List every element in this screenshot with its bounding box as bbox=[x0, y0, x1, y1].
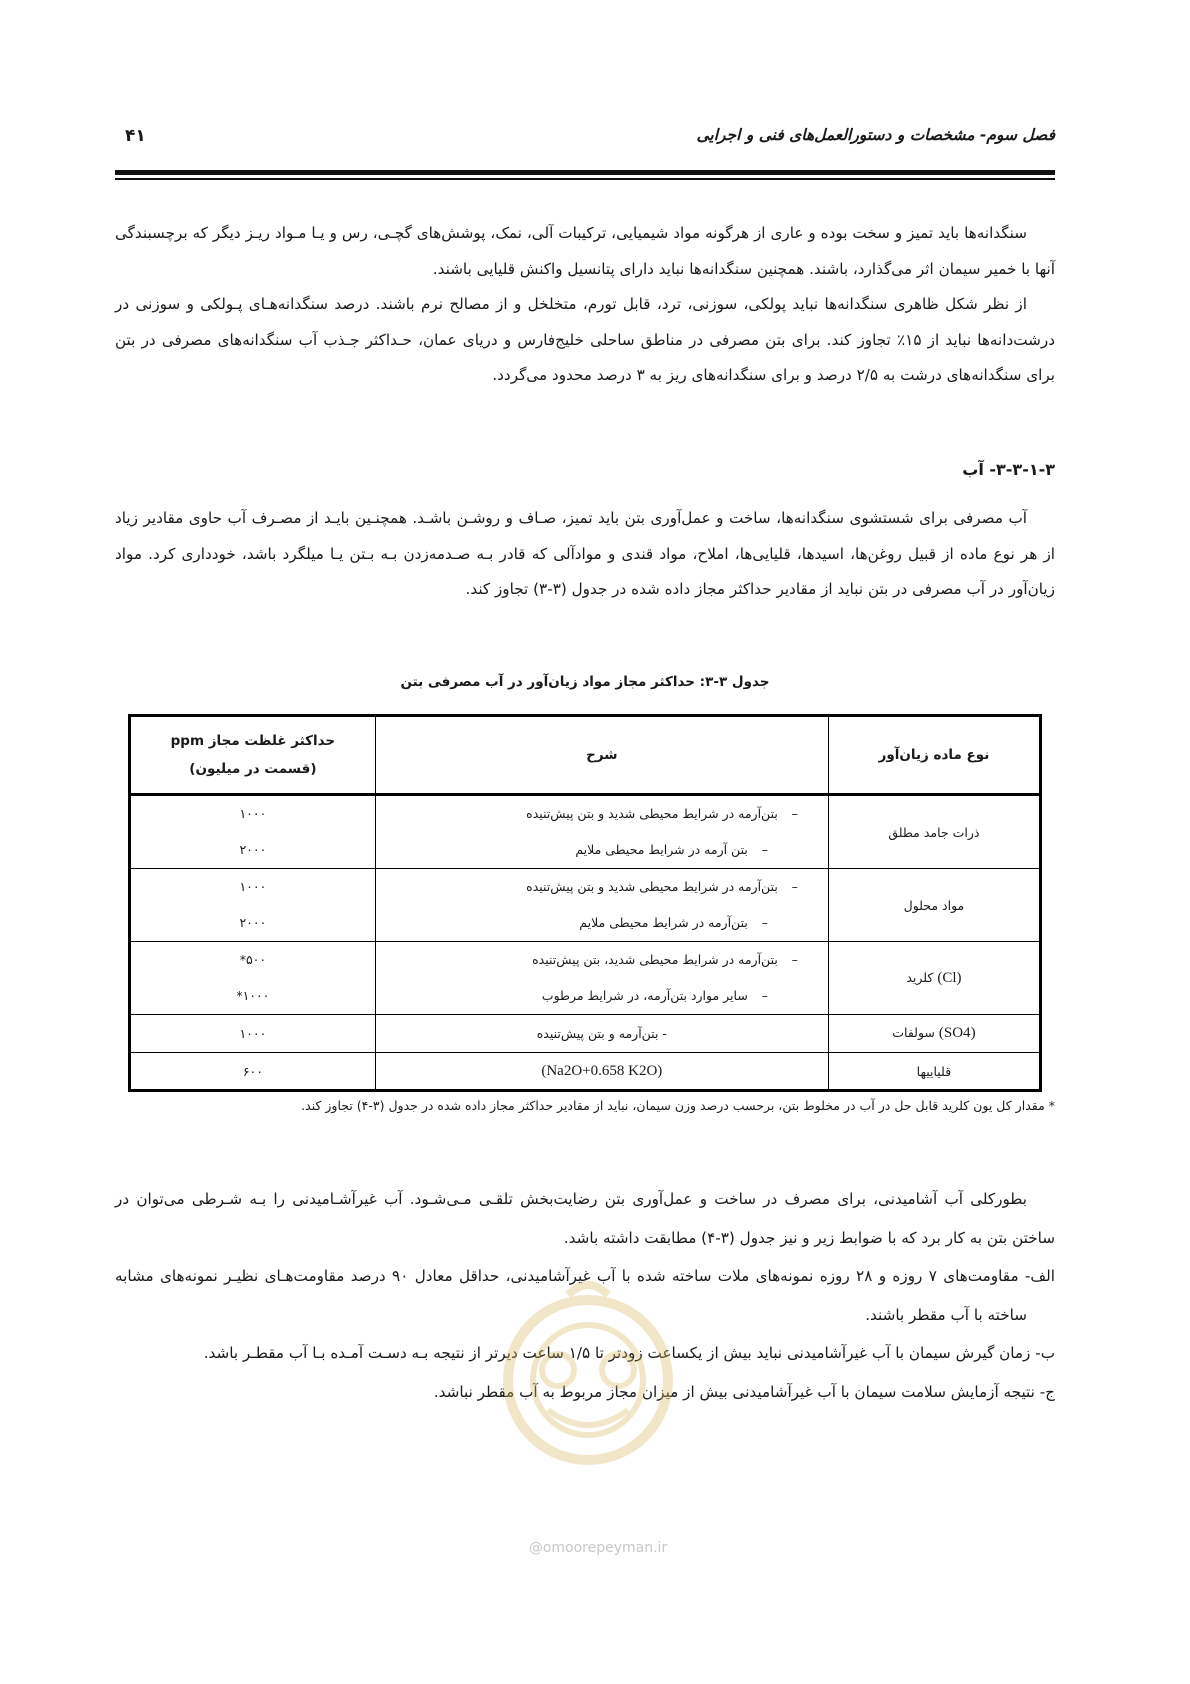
table-footnote: * مقدار کل یون کلرید قابل حل در آب در مخلوط بتن، برحسب درصد وزن سیمان، نباید از مقادیر حداکثر مجاز داده شده در جدول (۳-۴) تجاوز کند. bbox=[301, 1098, 1055, 1113]
chloride-label: کلرید bbox=[906, 969, 934, 985]
header-ppm bbox=[130, 716, 376, 795]
table-caption: جدول ۳-۳: حداکثر مجاز مواد زیان‌آور در آب مصرفی بتن bbox=[400, 674, 770, 690]
paragraph-water bbox=[115, 501, 1055, 608]
header-ppm-line1: حداکثر غلظت مجاز ppm bbox=[170, 733, 336, 749]
ppm-value: ۵۰۰* bbox=[239, 952, 267, 967]
header-description: شرح bbox=[375, 716, 828, 795]
header-ppm-line2: (قسمت در میلیون) bbox=[189, 761, 317, 777]
section-heading: ۳-۳-۱-۳- آب bbox=[962, 460, 1055, 479]
chapter-title: فصل سوم- مشخصات و دستورالعمل‌های فنی و اجرایی bbox=[696, 126, 1055, 144]
table-row bbox=[130, 1053, 1041, 1091]
item-text: زمان گیرش سیمان با آب غیرآشامیدنی نباید بیش از یکساعت زودتر تا ۱/۵ ساعت دیرتر از نتیجه بـه دسـت آمـده بـا آب مقطـر باشد. bbox=[203, 1344, 1036, 1362]
ppm-value: ۱۰۰۰ bbox=[239, 879, 267, 894]
item-text: مقاومت‌های ۷ روزه و ۲۸ روزه نمونه‌های ملات ساخته شده با آب غیرآشامیدنی، حداقل معادل ۹۰ درصد مقاومت‌هـای نظیـر نمونه‌های مشابه ساخته با آب مقطر باشند. bbox=[115, 1267, 1027, 1324]
table-header-row bbox=[130, 716, 1041, 795]
sulfate-formula: (SO4) bbox=[938, 1025, 976, 1041]
ppm-value: ۲۰۰۰ bbox=[239, 842, 267, 857]
cell-type: قلیاییها bbox=[828, 1053, 1040, 1091]
page-header bbox=[115, 126, 1055, 152]
ppm-value: ۲۰۰۰ bbox=[239, 915, 267, 930]
item-label: الف- bbox=[1024, 1267, 1055, 1285]
table-row bbox=[130, 1015, 1041, 1053]
header-type: نوع ماده زیان‌آور bbox=[828, 716, 1040, 795]
item-label: ج- bbox=[1039, 1382, 1055, 1401]
cell-description: (Na2O+0.658 K2O) bbox=[375, 1053, 828, 1091]
cell-ppm bbox=[130, 795, 376, 869]
item-label: ب- bbox=[1035, 1344, 1055, 1362]
sulfate-label: سولفات bbox=[892, 1025, 935, 1040]
paragraph-aggregates bbox=[115, 216, 1055, 394]
item-text: نتیجه آزمایش سلامت سیمان با آب غیرآشامیدنی بیش از میزان مجاز مربوط به آب مقطر نباشد. bbox=[433, 1382, 1040, 1401]
paragraph: آب مصرفی برای شستشوی سنگدانه‌ها، ساخت و عمل‌آوری بتن باید تمیز، صـاف و روشـن باشـد. همچنـین بایـد از مصـرف آب حاوی مقادیر زیاد از هر نوع ماده از قبیل روغن‌ها، اسیدها، قلیایی‌ها، املاح، مواد قندی و موادآلی که قادر بـه صـدمه‌زدن بـه بـتن یـا میلگرد باشد، خودداری کرد. مواد زیان‌آور در آب مصرفی در بتن نباید از مقادیر حداکثر مجاز داده شده در جدول (۳-۳) تجاوز کند. bbox=[115, 509, 1055, 598]
paragraph: بطورکلی آب آشامیدنی، برای مصرف در ساخت و عمل‌آوری بتن رضایت‌بخش تلقـی مـی‌شـود. آب غیرآشـامیدنی را بـه شـرطی می‌توان در ساختن بتن به کار برد که با ضوابط زیر و نیز جدول (۳-۴) مطابقت داشته باشد. bbox=[115, 1190, 1055, 1247]
cell-ppm: ۶۰۰ bbox=[130, 1053, 376, 1091]
header-rule-thick bbox=[115, 170, 1055, 175]
desc-line: بتن‌آرمه در شرایط محیطی شدید و بتن پیش‌تنیده bbox=[526, 879, 778, 894]
cell-type: ذرات جامد مطلق bbox=[828, 795, 1040, 869]
cell-ppm bbox=[130, 869, 376, 942]
table-row bbox=[130, 795, 1041, 869]
cell-ppm bbox=[130, 942, 376, 1015]
ppm-value: ۱۰۰۰ bbox=[239, 806, 267, 821]
table-row bbox=[130, 869, 1041, 942]
watermark-logo bbox=[488, 1270, 688, 1480]
desc-line: بتن آرمه در شرایط محیطی ملایم bbox=[575, 842, 748, 857]
cell-type bbox=[828, 1015, 1040, 1053]
desc-line: بتن‌آرمه در شرایط محیطی شدید و بتن پیش‌تنیده bbox=[526, 806, 778, 821]
cell-type: مواد محلول bbox=[828, 869, 1040, 942]
page-number: ۴۱ bbox=[125, 126, 146, 146]
watermark-text: @omoorepeyman.ir bbox=[528, 1540, 668, 1556]
cell-description: –بتن‌آرمه در شرایط محیطی شدید، بتن پیش‌تنیده –سایر موارد بتن‌آرمه، در شرایط مرطوب bbox=[375, 942, 828, 1015]
cell-type bbox=[828, 942, 1040, 1015]
ppm-value: ۱۰۰۰* bbox=[236, 988, 270, 1003]
desc-line: بتن‌آرمه در شرایط محیطی ملایم bbox=[579, 915, 748, 930]
header-rule-thin bbox=[115, 178, 1055, 180]
cell-description: - بتن‌آرمه و بتن پیش‌تنیده bbox=[375, 1015, 828, 1053]
cell-description: –بتن‌آرمه در شرایط محیطی شدید و بتن پیش‌تنیده –بتن آرمه در شرایط محیطی ملایم bbox=[375, 795, 828, 869]
harmful-substances-table bbox=[128, 714, 1042, 1092]
cell-ppm: ۱۰۰۰ bbox=[130, 1015, 376, 1053]
desc-line: سایر موارد بتن‌آرمه، در شرایط مرطوب bbox=[541, 988, 748, 1003]
table-row bbox=[130, 942, 1041, 1015]
paragraph: سنگدانه‌ها باید تمیز و سخت بوده و عاری از هرگونه مواد شیمیایی، ترکیبات آلی، نمک، پوشش‌های گچـی، رس و یـا مـواد ریـز دیگر که برچسبندگی آنها با خمیر سیمان اثر می‌گذارد، باشند. همچنین سنگدانه‌ها نباید دارای پتانسیل واکنش قلیایی باشند. bbox=[115, 224, 1055, 278]
cell-description: –بتن‌آرمه در شرایط محیطی شدید و بتن پیش‌تنیده –بتن‌آرمه در شرایط محیطی ملایم bbox=[375, 869, 828, 942]
chloride-formula: (Cl) bbox=[937, 969, 962, 986]
paragraph: از نظر شکل ظاهری سنگدانه‌ها نباید پولکی، سوزنی، ترد، قابل تورم، متخلخل و از مصالح نرم باشند. درصد سنگدانه‌هـای پـولکی و سوزنی در درشت‌دانه‌ها نباید از ۱۵٪ تجاوز کند. برای بتن مصرفی در مناطق ساحلی خلیج‌فارس و دریای عمان، حـداکثر جـذب آب سنگدانه‌های مصرفی در بتن برای سنگدانه‌های درشت به ۲/۵ درصد و برای سنگدانه‌های ریز به ۳ درصد محدود می‌گردد. bbox=[115, 295, 1055, 384]
desc-line: بتن‌آرمه در شرایط محیطی شدید، بتن پیش‌تنیده bbox=[532, 952, 778, 967]
